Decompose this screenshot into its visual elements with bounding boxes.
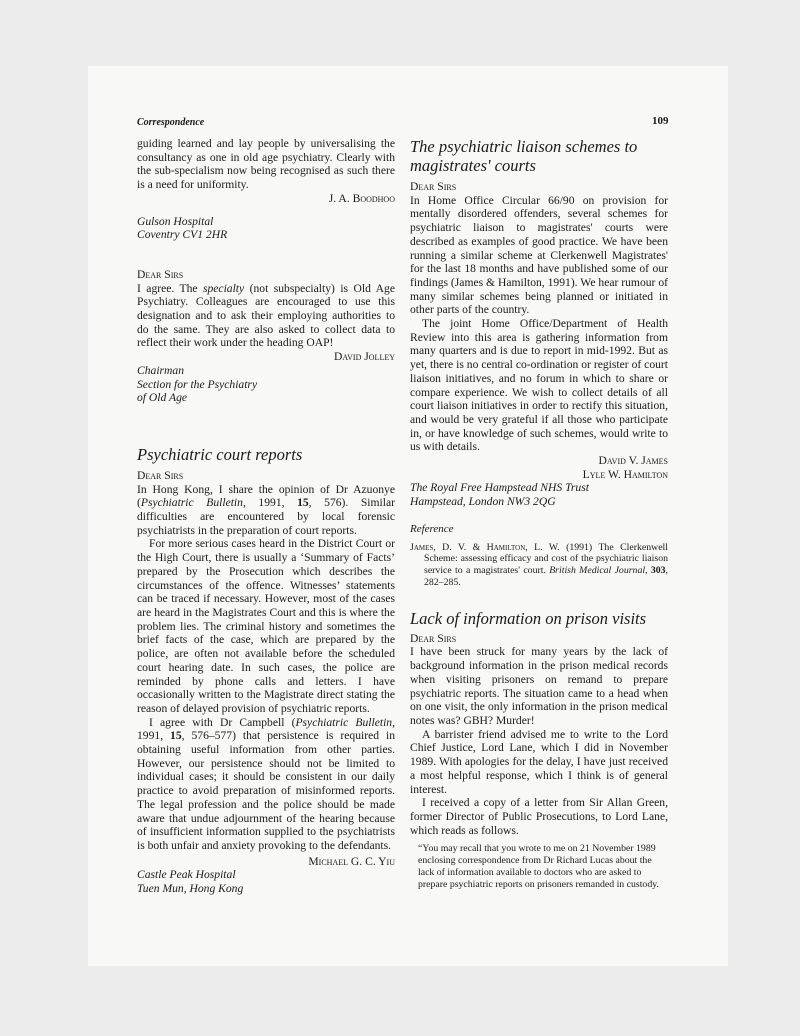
- salutation: Dear Sirs: [137, 267, 184, 281]
- address-line: Coventry CV1 2HR: [137, 228, 228, 242]
- letter-paragraph: In Home Office Circular 66/90 on provision for mentally disordered offenders, several schemes for psychiatric liaison to magistrates' courts were described as examples of good practice. We have been running a similar scheme at Clerkenwell Magistrates' for the last 18 months and have published some of our findings (James & Hamilton, 1991). We hear rumour of many similar schemes being planned or initiated in other parts of the country.: [410, 193, 668, 317]
- reference-heading: Reference: [410, 522, 454, 535]
- signature-yiu: Michael G. C. Yiu: [308, 854, 395, 868]
- running-head: Correspondence: [137, 117, 205, 128]
- address-line: Tuen Mun, Hong Kong: [137, 882, 244, 896]
- role-line: of Old Age: [137, 391, 188, 405]
- signature-hamilton: Lyle W. Hamilton: [582, 467, 668, 481]
- section-heading-liaison: The psychiatric liaison schemes to magistrates' courts: [410, 137, 638, 175]
- signature-jolley: David Jolley: [334, 350, 395, 364]
- letter-paragraph: I have been struck for many years by the lack of background information in the prison medical records when visiting prisoners on remand to prepare psychiatric reports. The situation came to a head when on one visit, the only information in the prison medical notes was? GBH? Murder!: [410, 645, 668, 727]
- letter-paragraph: In Hong Kong, I share the opinion of Dr Azuonye (Psychiatric Bulletin, 1991, 15, 576). Similar difficulties are encountered by local forensic psychiatrists in the preparation of court reports.: [137, 482, 395, 537]
- signature-james: David V. James: [598, 454, 668, 468]
- role-line: Section for the Psychiatry: [137, 377, 258, 391]
- section-heading-prison-visits: Lack of information on prison visits: [410, 608, 647, 628]
- letter-paragraph: The joint Home Office/Department of Health Review into this area is gathering information from many quarters and is due to report in mid-1992. But as yet, there is no central co-ordination or register of court liaison initiatives, and no forum in which to share or compare experience. We wish to collect details of all court liaison initiatives in order to rectify this situation, and would be very grateful if all those who participate in, or have knowledge of such schemes, would write to us with details.: [410, 317, 668, 454]
- continued-letter-text: guiding learned and lay people by universalising the consultancy as one in old age psychiatry. Clearly with the sub-specialism now being recognised as such there is a need for uniformity.: [137, 137, 395, 192]
- address-line: Hampstead, London NW3 2QG: [410, 495, 556, 509]
- address-line: Gulson Hospital: [137, 214, 214, 228]
- salutation: Dear Sirs: [410, 631, 457, 645]
- right-column: [410, 137, 668, 891]
- section-heading-court-reports: Psychiatric court reports: [137, 444, 303, 464]
- role-line: Chairman: [137, 363, 185, 377]
- left-column: [137, 137, 395, 896]
- signature-boodhoo: J. A. Boodhoo: [328, 191, 395, 205]
- salutation: Dear Sirs: [137, 468, 184, 482]
- quoted-letter: “You may recall that you wrote to me on 21 November 1989 enclosing correspondence from Dr Richard Lucas about the lack of information available to doctors who are asked to prepare psychiatric reports on prisoners remanded in custody.: [418, 843, 659, 890]
- salutation: Dear Sirs: [410, 180, 457, 193]
- letter-paragraph: For more serious cases heard in the District Court or the High Court, there is usually a ‘Summary of Facts’ prepared by the Prosecution which describes the circumstances of the offence. Witnesses’ statements can be traced if necessary. However, most of the cases are heard in the Magistrates Court and this is where the problem lies. The criminal history and sometimes the brief facts of the case, which are prepared by the police, are often not available before the scheduled court hearing date. In such cases, the police are reminded by phone calls and letters. I have occasionally written to the Magistrate direct stating the reason of delayed provision of psychiatric reports.: [137, 537, 395, 715]
- letter-paragraph: I agree with Dr Campbell (Psychiatric Bulletin, 1991, 15, 576–577) that persistence is required in obtaining useful information from other parties. However, our persistence should not be limited to individual cases; it should be consistent in our daily practice to avoid preparation of misinformed reports. The legal profession and the police should be made aware that undue adjournment of the hearing because of insufficient information supplied to the psychiatrists is both unfair and anxiety provoking to the defendants.: [137, 715, 396, 852]
- address-line: Castle Peak Hospital: [137, 868, 236, 882]
- letter-paragraph: I received a copy of a letter from Sir Allan Green, former Director of Public Prosecutions, to Lord Lane, which reads as follows.: [410, 796, 668, 837]
- letter-paragraph: I agree. The specialty (not subspecialty) is Old Age Psychiatry. Colleagues are encouraged to use this designation and to ask their employing authorities to do the same. They are also asked to collect data to reflect their work under the heading OAP!: [137, 281, 395, 350]
- address-line: The Royal Free Hampstead NHS Trust: [410, 481, 589, 495]
- page-number: 109: [652, 115, 669, 127]
- letter-paragraph: A barrister friend advised me to write to the Lord Chief Justice, Lord Lane, which I did in November 1989. With apologies for the delay, I have just received a most helpful response, which I think is of general interest.: [410, 727, 668, 796]
- reference-entry: James, D. V. & Hamilton, L. W. (1991) The Clerkenwell Scheme: assessing efficacy and cost of the psychiatric liaison service to a magistrates' court. British Medical Journal, 303, 282–285.: [410, 541, 668, 588]
